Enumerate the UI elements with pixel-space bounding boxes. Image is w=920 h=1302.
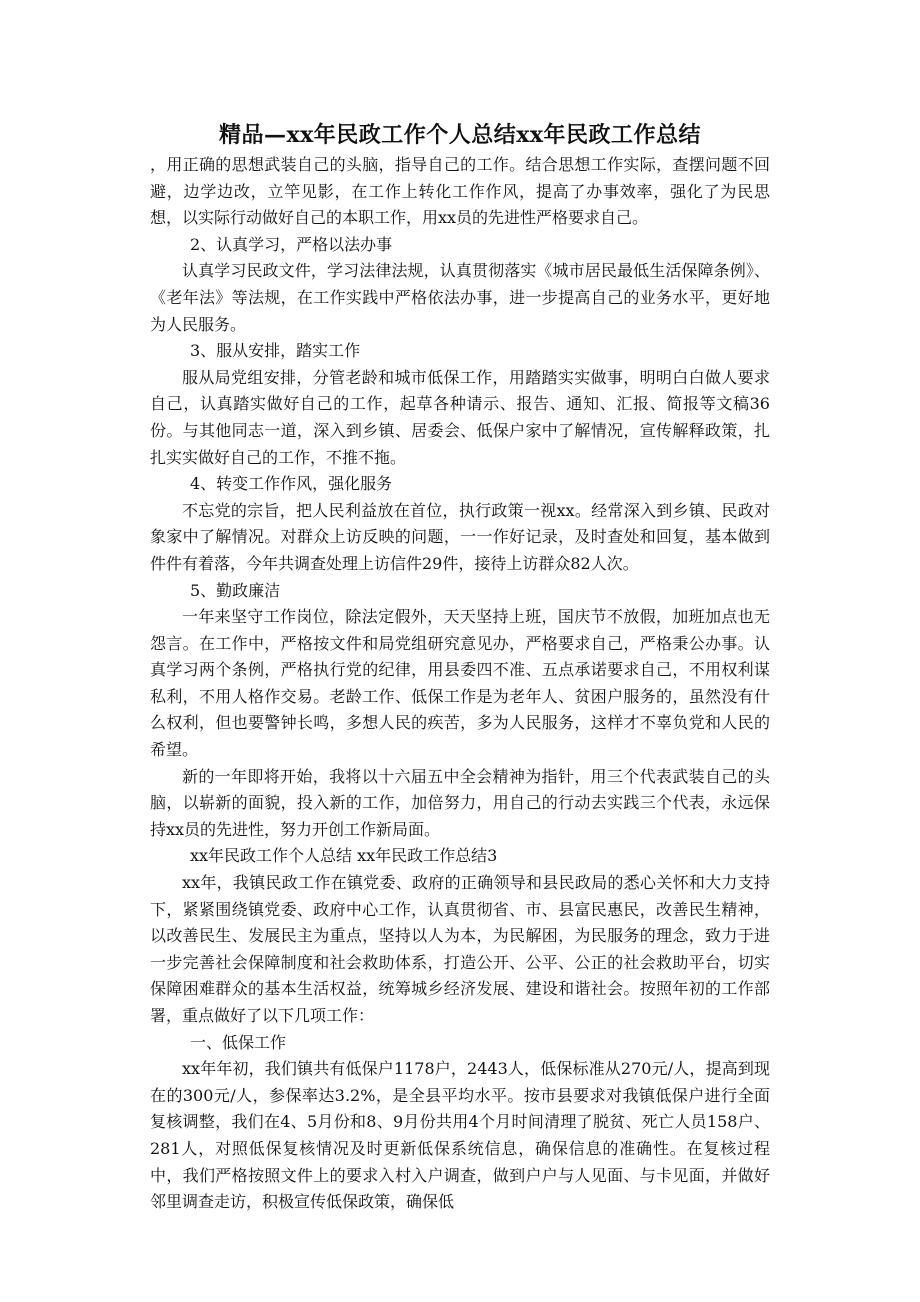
section-heading: xx年民政工作个人总结 xx年民政工作总结3 xyxy=(190,846,498,866)
section-heading: 一、低保工作 xyxy=(190,1032,287,1052)
paragraph: 认真学习民政文件，学习法律法规，认真贯彻落实《城市居民最低生活保障条例》、《老年法》等法规，在工作实践中严格依法办事，进一步提高自己的业务水平，更好地为人民服务。 xyxy=(150,261,770,334)
paragraph: 一年来坚守工作岗位，除法定假外，天天坚持上班，国庆节不放假，加班加点也无怨言。在工作中，严格按文件和局党组研究意见办，严格要求自己，严格秉公办事。认真学习两个条例，严格执行党的纪律，用县委四不准、五点承诺要求自己，不用权利谋私利，不用人格作交易。老龄工作、低保工作是为老年人、贫困户服务的，虽然没有什么权利，但也要警钟长鸣，多想人民的疾苦，多为人民服务，这样才不辜负党和人民的希望。 xyxy=(150,607,770,760)
section-heading: 5、勤政廉洁 xyxy=(190,580,281,600)
paragraph: 新的一年即将开始，我将以十六届五中全会精神为指针，用三个代表武装自己的头脑，以崭新的面貌，投入新的工作，加倍努力，用自己的行动去实践三个代表，永远保持xx员的先进性，努力开创工作新局面。 xyxy=(150,766,770,839)
paragraph: xx年年初，我们镇共有低保户1178户，2443人，低保标准从270元/人，提高到现在的300元/人，参保率达3.2%，是全县平均水平。按市县要求对我镇低保户进行全面复核调整，我们在4、5月份和8、9月份共用4个月时间清理了脱贫、死亡人员158户、281人，对照低保复核情况及时更新低保系统信息，确保信息的准确性。在复核过程中，我们严格按照文件上的要求入村入户调查，做到户户与人见面、与卡见面，并做好邻里调查走访，积极宣传低保政策，确保低 xyxy=(150,1059,770,1212)
paragraph: ，用正确的思想武装自己的头脑，指导自己的工作。结合思想工作实际，查摆问题不回避，边学边改，立竿见影，在工作上转化工作作风，提高了办事效率，强化了为民思想，以实际行动做好自己的本职工作，用xx员的先进性严格要求自己。 xyxy=(150,155,770,228)
document-body xyxy=(150,152,770,1216)
paragraph: xx年，我镇民政工作在镇党委、政府的正确领导和县民政局的悉心关怀和大力支持下，紧紧围绕镇党委、政府中心工作，认真贯彻省、市、县富民惠民，改善民生精神，以改善民生、发展民主为重点，坚持以人为本，为民解困，为民服务的理念，致力于进一步完善社会保障制度和社会救助体系，打造公开、公平、公正的社会救助平台，切实保障困难群众的基本生活权益，统筹城乡经济发展、建设和谐社会。按照年初的工作部署，重点做好了以下几项工作： xyxy=(150,873,770,1025)
section-heading: 2、认真学习，严格以法办事 xyxy=(190,234,393,254)
document-title: 精品—xx年民政工作个人总结xx年民政工作总结 xyxy=(219,122,701,148)
paragraph: 不忘党的宗旨，把人民利益放在首位，执行政策一视xx。经常深入到乡镇、民政对象家中了解情况。对群众上访反映的问题，一一作好记录，及时查处和回复，基本做到件件有着落，今年共调查处理上访信件29件，接待上访群众82人次。 xyxy=(150,500,770,573)
section-heading: 4、转变工作作风，强化服务 xyxy=(190,474,393,494)
paragraph: 服从局党组安排，分管老龄和城市低保工作，用踏踏实实做事，明明白白做人要求自己，认真踏实做好自己的工作，起草各种请示、报告、通知、汇报、简报等文稿36份。与其他同志一道，深入到乡镇、居委会、低保户家中了解情况，宣传解释政策，扎扎实实做好自己的工作，不推不拖。 xyxy=(150,367,770,467)
section-heading: 3、服从安排，踏实工作 xyxy=(190,341,361,361)
